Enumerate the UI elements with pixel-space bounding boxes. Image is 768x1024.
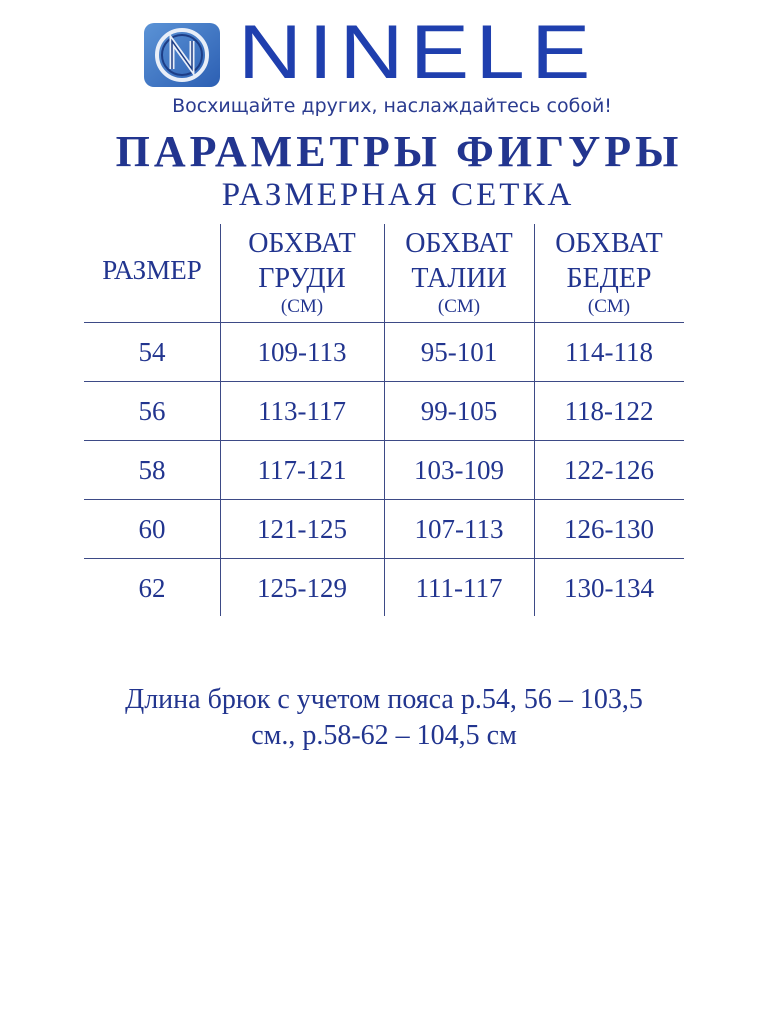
header-chest-unit: (СМ) — [280, 296, 324, 317]
cell-chest: 125-129 — [257, 573, 347, 603]
cell-hips: 130-134 — [564, 573, 654, 603]
header-hips — [534, 226, 684, 318]
cell-hips: 118-122 — [564, 396, 654, 426]
brand-tagline: Восхищайте других, наслаждайтесь собой! — [172, 95, 612, 117]
cell-chest: 117-121 — [257, 455, 347, 485]
brand-logo — [0, 0, 768, 130]
header-chest — [220, 226, 384, 318]
cell-chest: 113-117 — [258, 396, 346, 426]
header-chest-line2: ГРУДИ — [258, 263, 346, 294]
note-line-2: см., р.58-62 – 104,5 см — [251, 720, 517, 751]
header-hips-line1: ОБХВАТ — [555, 228, 663, 259]
header-waist — [384, 226, 534, 318]
page-title: ПАРАМЕТРЫ ФИГУРЫ — [115, 127, 683, 176]
ninele-emblem-icon — [143, 22, 221, 88]
cell-hips: 114-118 — [565, 337, 653, 367]
header-chest-line1: ОБХВАТ — [248, 228, 356, 259]
header-size: РАЗМЕР — [102, 255, 202, 285]
cell-chest: 121-125 — [257, 514, 347, 544]
header-hips-unit: (СМ) — [587, 296, 631, 317]
brand-name: NINELE — [238, 10, 597, 95]
cell-hips: 126-130 — [564, 514, 654, 544]
header-hips-line2: БЕДЕР — [566, 263, 652, 294]
note-line-1: Длина брюк с учетом пояса р.54, 56 – 103,5 — [125, 684, 643, 715]
cell-waist: 95-101 — [420, 337, 498, 367]
header-waist-line1: ОБХВАТ — [405, 228, 513, 259]
header-waist-line2: ТАЛИИ — [411, 263, 507, 294]
trousers-length-note — [0, 682, 768, 754]
cell-size: 54 — [138, 337, 166, 367]
size-table — [84, 224, 684, 616]
cell-waist: 111-117 — [415, 573, 503, 603]
cell-waist: 107-113 — [414, 514, 504, 544]
cell-chest: 109-113 — [257, 337, 347, 367]
cell-hips: 122-126 — [564, 455, 654, 485]
cell-waist: 103-109 — [414, 455, 504, 485]
cell-waist: 99-105 — [420, 396, 498, 426]
cell-size: 62 — [138, 573, 166, 603]
header-waist-unit: (СМ) — [437, 296, 481, 317]
page-subtitle: РАЗМЕРНАЯ СЕТКА — [221, 177, 575, 213]
cell-size: 58 — [138, 455, 166, 485]
cell-size: 60 — [138, 514, 166, 544]
cell-size: 56 — [138, 396, 166, 426]
